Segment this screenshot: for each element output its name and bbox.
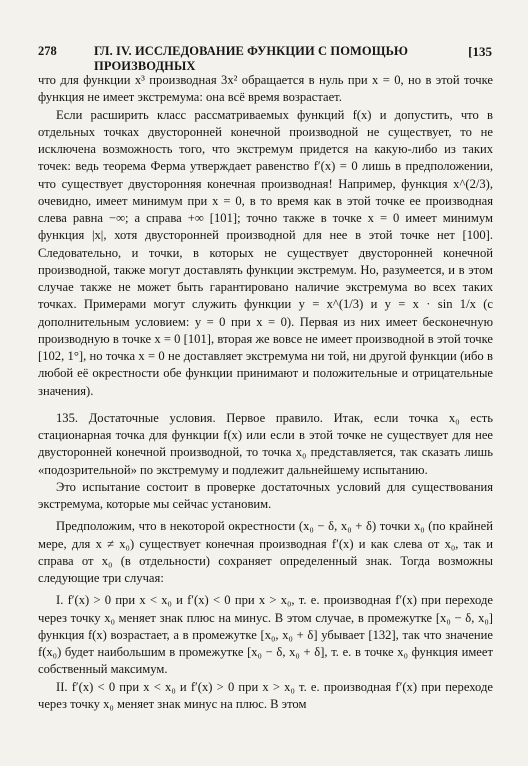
page-number: 278 — [38, 44, 57, 58]
section-marker: [135 — [468, 44, 492, 59]
paragraph-2: Если расширить класс рассматриваемых функций f(x) и допустить, что в отдельных точках двусторонней конечной производной не существует, то не исключена возможность того, что экстремум придется на какую-либо из таких точек: ведь теорема Ферма утверждает равенство f′(x) = 0 лишь в предположении, что существует двусторонняя конечная производная! Например, функция x^(2/3), очевидно, имеет минимум при x = 0, в то время как в этой точке ее производная слева равна −∞; а справа +∞ [101]; точно также в точке x = 0 имеет минимум функция |x|, хотя двусторонней производной для нее в этой точке нет [100]. Следовательно, и точки, в которых не существует двусторонней конечной производной, также могут доставлять функции экстремум. Но, разумеется, и в этом случае также не может быть гарантировано наличие экстремума во всех таких точках. Примерами могут служить функции y = x^(1/3) и y = x · sin 1/x (с дополнительным условием: y = 0 при x = 0). Первая из них имеет бесконечную производную в точке x = 0 [101], вторая же вовсе не имеет производной в этой точке [102, 1°], но точка x = 0 не доставляет экстремума ни той, ни другой функции (ибо в любой её окрестности обе функции принимают и положительные и отрицательные значения). — [38, 107, 493, 398]
running-title: ГЛ. IV. ИССЛЕДОВАНИЕ ФУНКЦИИ С ПОМОЩЬЮ ПРОИЗВОДНЫХ — [94, 44, 409, 73]
running-header — [38, 44, 492, 73]
page-body — [38, 72, 493, 713]
paragraph-section-135: 135. Достаточные условия. Первое правило. Итак, если точка x₀ есть стационарная точка для функции f(x) или если в этой точке не существует для нее двусторонней конечной производной, то точка x₀ представляется, так сказать лишь «подозрительной» по экстремуму и подлежит дальнейшему испытанию. — [38, 410, 493, 477]
case-one: I. f′(x) > 0 при x < x₀ и f′(x) < 0 при x > x₀, т. е. производная f′(x) при переходе через точку x₀ меняет знак плюс на минус. В этом случае, в промежутке [x₀ − δ, x₀] функция f(x) возрастает, а в промежутке [x₀, x₀ + δ] убывает [132], так что значение f(x₀) будет наибольшим в промежутке [x₀ − δ, x₀ + δ], т. е. в точке x₀ функция имеет собственный максимум. — [38, 593, 493, 677]
paragraph-4: Это испытание состоит в проверке достаточных условий для существования экстремума, которые мы сейчас установим. — [38, 479, 493, 511]
paragraph-5: Предположим, что в некоторой окрестности (x₀ − δ, x₀ + δ) точки x₀ (по крайней мере, для x ≠ x₀) существует конечная производная f′(x) и как слева от x₀, так и справа от x₀ (в отдельности) сохраняет определенный знак. Тогда возможны следующие три случая: — [38, 519, 493, 585]
paragraph-1: что для функции x³ производная 3x² обращается в нуль при x = 0, но в этой точке функция не имеет экстремума: она всё время возрастает. — [38, 73, 493, 105]
case-two: II. f′(x) < 0 при x < x₀ и f′(x) > 0 при x > x₀ т. е. производная f′(x) при переходе через точку x₀ меняет знак минус на плюс. В этом — [38, 679, 493, 711]
